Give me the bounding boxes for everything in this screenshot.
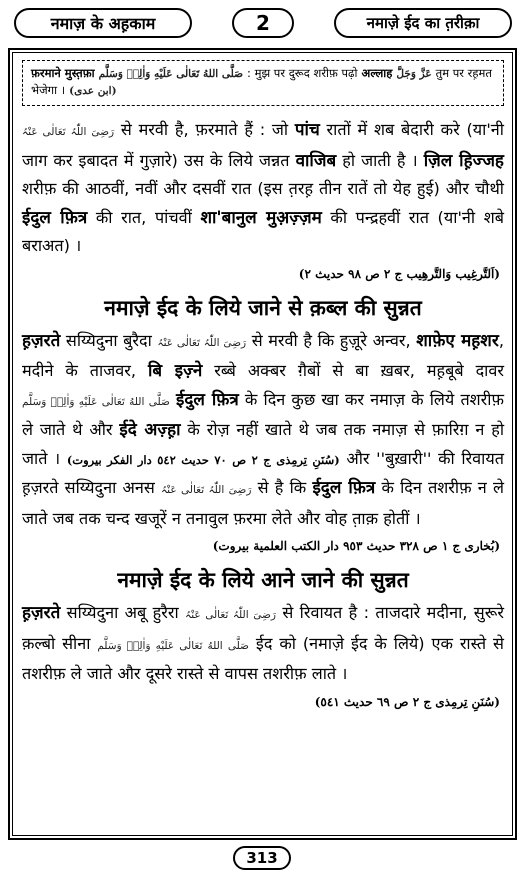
bold-text: ह़ज़रते xyxy=(22,330,61,351)
salla-honorific: صَلَّى اللهُ تَعَالٰى عَلَيْهِ وَاٰلِهٖ وَسَلَّم xyxy=(22,395,170,408)
text: से रिवायत है : ताजदारे मदीना, सुरूरे क़ल्बो सीना xyxy=(22,603,504,653)
bold-text: वाजिब xyxy=(295,150,337,171)
text: की रात, पांचवीं xyxy=(95,207,192,227)
text: और ''बुख़ारी'' की रिवायत ह़ज़रते सय्यिदुना अनस xyxy=(22,448,504,497)
azzawajal-honorific: عَزَّ وَجَلَّ xyxy=(396,68,432,80)
book-title: नमाज़ के अह़काम xyxy=(14,8,192,38)
radi-honorific: رَضِیَ اللّٰہُ تَعَالٰی عَنْہُ xyxy=(22,126,115,138)
text: से है कि xyxy=(257,478,307,497)
chapter-number: 2 xyxy=(232,8,294,38)
text: के रोज़ नहीं खाते थे जब तक नमाज़ से फ़ारिग़ न हो जाते । xyxy=(22,420,505,468)
reference-3: (بُخاری ج ١ ص ٣٢٨ حديث ٩٥٣ دار الكتب العلمية بيروت) xyxy=(212,539,500,553)
hadith-banner xyxy=(22,60,504,106)
text: के दिन तशरीफ़ न ले जाते जब तक चन्द खजूरें न तनावुल फ़रमा लेते और वोह त़ाक़ होतीं । xyxy=(22,478,504,528)
bold-text: बि इज़्ने xyxy=(147,361,203,381)
bold-text: ईदुल फ़ित्र xyxy=(176,389,239,410)
page-content xyxy=(22,116,504,719)
banner-text-2: तुम पर रह़मत भेजेगा । xyxy=(31,66,492,97)
text: ईद को (नमाज़े ईद के लिये) एक रास्ते से तशरीफ़ ले जाते और दूसरे रास्ते से वापस तशरीफ़ लाते । xyxy=(22,633,505,683)
paragraph-2 xyxy=(22,327,504,534)
text: के दिन कुछ खा कर नमाज़ के लिये तशरीफ़ ले जाते थे और xyxy=(22,389,504,439)
text: से मरवी है, फ़रमाते हैं : जो xyxy=(120,120,289,139)
bold-text: शा'बानुल मुअ़ज़्ज़म xyxy=(200,207,322,228)
radi-honorific: رَضِیَ اللّٰہُ تَعَالٰی عَنْہُ xyxy=(157,336,247,349)
reference-1: (اَلتَّرغِيب وَالتَّرهِيب ج ٢ ص ٩٨ حديث ٢) xyxy=(298,266,500,281)
text: रब्बे अक्बर ग़ैबों से बा ख़बर, मह़बूबे दावर xyxy=(214,361,504,380)
bold-text: ज़िल ह़िज्जह xyxy=(423,150,504,171)
paragraph-3 xyxy=(22,599,504,689)
salla-honorific: صَلَّى اللهُ تَعَالٰى عَلَيْهِ وَاٰلِهٖ وَسَلَّم xyxy=(97,639,249,652)
text: सय्यिदुना बुरैदा xyxy=(65,330,152,350)
text: की पन्द्रहवीं रात (या'नी शबे बराअत) । xyxy=(22,207,504,255)
section-heading-2: नमाज़े ईद के लिये आने जाने की सुन्नत xyxy=(117,568,409,592)
text: से मरवी है कि हुज़ूरे अन्वर, xyxy=(251,330,411,350)
reference-2: (سُنَنِ تِرمِذی ج ٢ ص ٧٠ حديث ٥٤٢ دار الفكر بيروت) xyxy=(66,452,340,467)
salla-honorific: صَلَّى اللهُ تَعَالٰى عَلَيْهِ وَاٰلِهٖ وَسَلَّم xyxy=(98,68,244,80)
banner-allah: अल्लाह xyxy=(361,66,393,80)
text: सय्यिदुना अबू हुरैरा xyxy=(66,603,179,622)
page-number: 313 xyxy=(233,846,291,870)
bold-text: शाफ़ेए मह़शर xyxy=(416,330,499,351)
chapter-title: नमाज़े ईद का त़रीक़ा xyxy=(334,8,512,38)
radi-honorific: رَضِیَ اللّٰہُ تَعَالٰی عَنْہُ xyxy=(185,609,276,621)
text: , मदीने के ताजवर, xyxy=(22,330,504,380)
paragraph-1 xyxy=(22,116,504,261)
bold-text: ह़ज़रते xyxy=(22,603,61,623)
text: शरीफ़ की आठवीं, नवीं और दसवीं रात (इस त़रह़ तीन रातें तो येह हुई) और चौथी xyxy=(22,179,504,198)
bold-text: ईदुल फ़ित्र xyxy=(22,207,88,228)
bold-text: ईदुल फ़ित्र xyxy=(312,478,376,498)
banner-text: : मुझ पर दुरूद शरीफ़ पढ़ो xyxy=(247,66,358,80)
section-heading-1: नमाज़े ईद के लिये जाने से क़ब्ल की सुन्नत xyxy=(104,295,422,320)
text: हो जाती है । xyxy=(342,150,418,170)
bold-text: पांच xyxy=(294,120,320,140)
text: रातों में शब बेदारी करे (या'नी जाग कर इबादत में गुज़ारे) उस के लिये जन्नत xyxy=(22,120,504,170)
banner-reference: (ابن عدی) xyxy=(69,85,117,97)
radi-honorific: رَضِیَ اللّٰہُ تَعَالٰی عَنْہُ xyxy=(161,484,252,496)
banner-label: फ़रमाने मुस्त़फ़ा xyxy=(31,66,95,80)
bold-text: ईदे अज़्ह़ा xyxy=(119,420,181,440)
reference-4: (سُنَنِ تِرمِذی ج ٢ ص ٦٩ حديث ٥٤١) xyxy=(314,694,500,709)
